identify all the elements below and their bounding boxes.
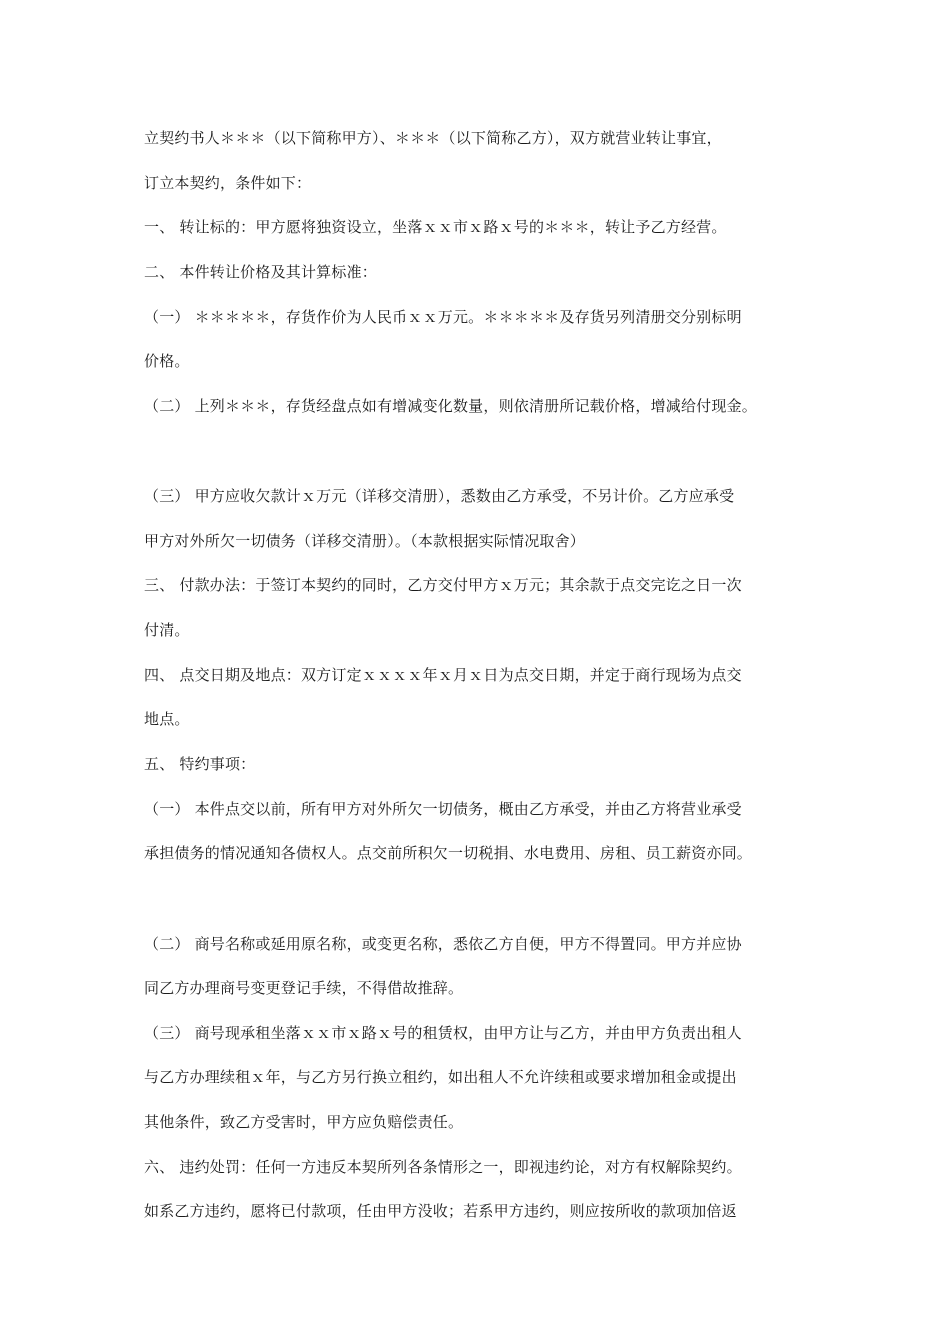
text-line: 一、 转让标的：甲方愿将独资设立，坐落ｘｘ市ｘ路ｘ号的＊＊＊，转让予乙方经营。 xyxy=(144,218,727,236)
text-line: 同乙方办理商号变更登记手续，不得借故推辞。 xyxy=(144,979,464,997)
text-line: 与乙方办理续租ｘ年，与乙方另行换立租约，如出租人不允许续租或要求增加租金或提出 xyxy=(144,1068,737,1086)
text-line: 二、 本件转让价格及其计算标准： xyxy=(144,263,377,281)
text-line: 立契约书人＊＊＊（以下简称甲方）、＊＊＊（以下简称乙方），双方就营业转让事宜， xyxy=(144,129,722,147)
text-line: 承担债务的情况通知各债权人。点交前所积欠一切税捐、水电费用、房租、员工薪资亦同。 xyxy=(144,844,753,862)
text-line: （一） 本件点交以前，所有甲方对外所欠一切债务，概由乙方承受，并由乙方将营业承受 xyxy=(144,800,742,818)
text-line: 三、 付款办法：于签订本契约的同时，乙方交付甲方ｘ万元；其余款于点交完讫之日一次 xyxy=(144,576,742,594)
text-line: 五、 特约事项： xyxy=(144,755,256,773)
text-line: 价格。 xyxy=(144,352,190,370)
text-line: （一） ＊＊＊＊＊，存货作价为人民币ｘｘ万元。＊＊＊＊＊及存货另列清册交分别标明 xyxy=(144,308,742,326)
text-line: 地点。 xyxy=(144,710,190,728)
text-line: 订立本契约，条件如下： xyxy=(144,174,312,192)
text-line: 付清。 xyxy=(144,621,190,639)
text-line: 甲方对外所欠一切债务（详移交清册）。（本款根据实际情况取舍） xyxy=(144,532,586,550)
text-line: （三） 甲方应收欠款计ｘ万元（详移交清册），悉数由乙方承受，不另计价。乙方应承受 xyxy=(144,487,735,505)
text-line: （二） 上列＊＊＊，存货经盘点如有增减变化数量，则依清册所记载价格，增减给付现金。 xyxy=(144,397,757,415)
text-line: （三） 商号现承租坐落ｘｘ市ｘ路ｘ号的租赁权，由甲方让与乙方，并由甲方负责出租人 xyxy=(144,1024,742,1042)
text-line: 六、 违约处罚：任何一方违反本契所列各条情形之一，即视违约论，对方有权解除契约。 xyxy=(144,1158,742,1176)
text-line: 如系乙方违约，愿将已付款项，任由甲方没收；若系甲方违约，则应按所收的款项加倍返 xyxy=(144,1202,737,1220)
text-line: 其他条件，致乙方受害时，甲方应负赔偿责任。 xyxy=(144,1113,464,1131)
text-line: 四、 点交日期及地点：双方订定ｘｘｘｘ年ｘ月ｘ日为点交日期，并定于商行现场为点交 xyxy=(144,666,742,684)
text-line: （二） 商号名称或延用原名称，或变更名称，悉依乙方自便，甲方不得置同。甲方并应协 xyxy=(144,935,742,953)
